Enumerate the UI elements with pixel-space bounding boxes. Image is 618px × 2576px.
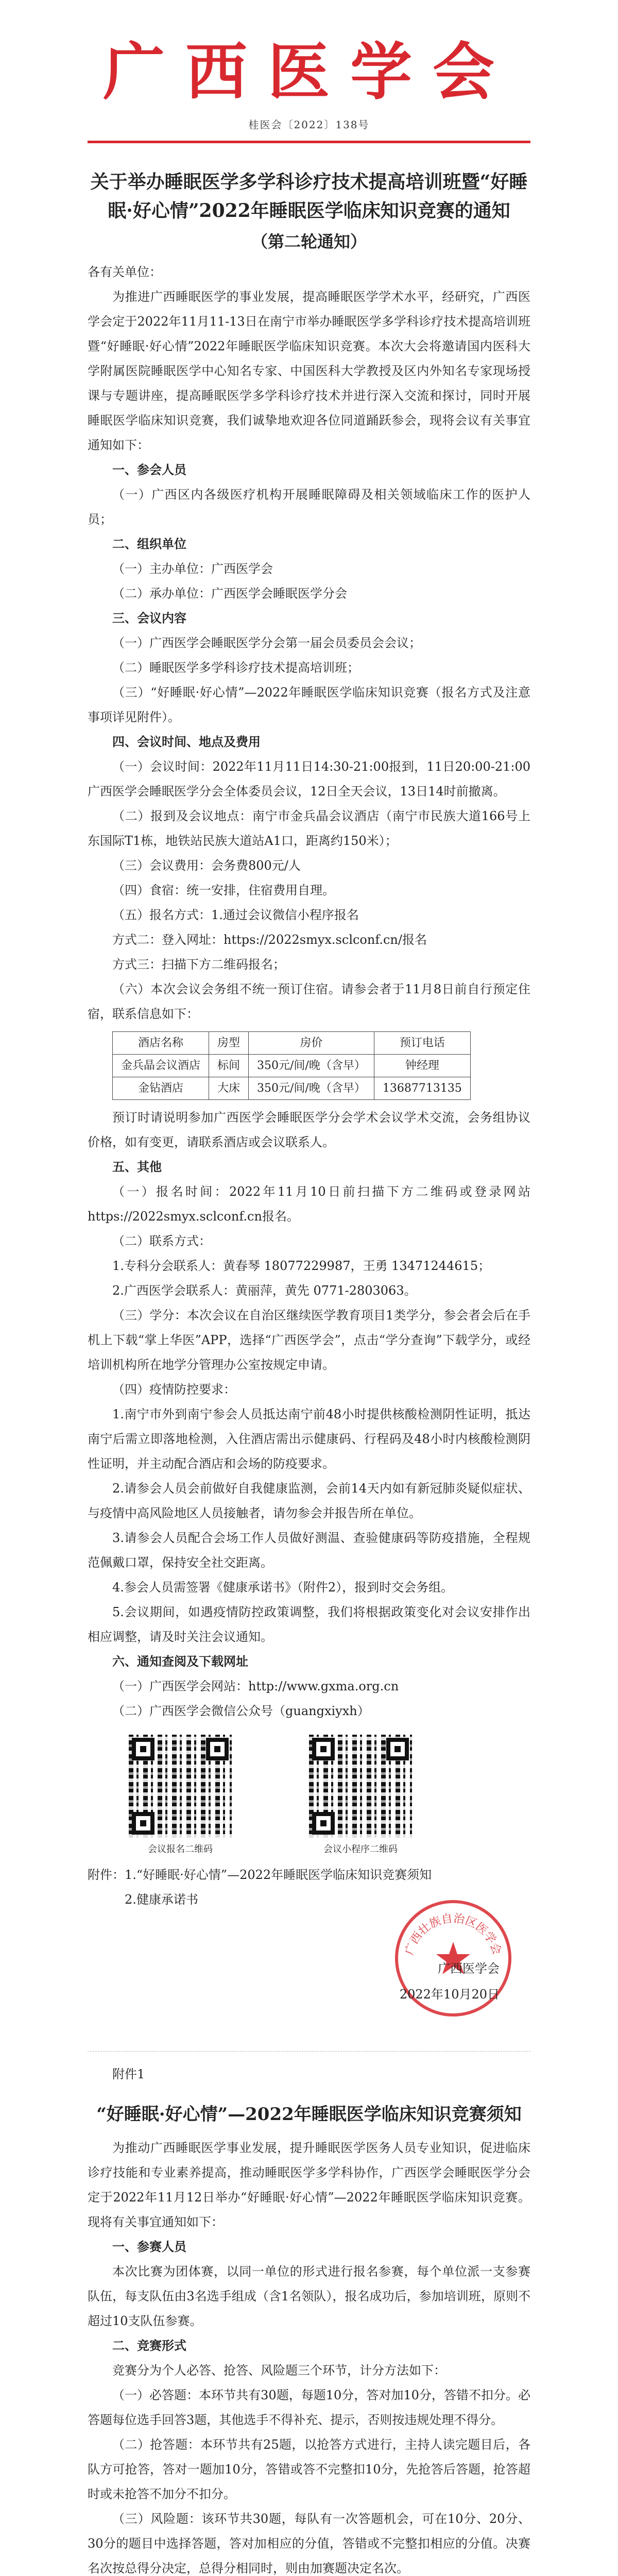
table-cell: 350元/间/晚（含早） — [249, 1077, 374, 1099]
miniprogram-qr-code[interactable] — [309, 1735, 412, 1838]
section-heading: 二、组织单位 — [112, 536, 186, 551]
paragraph: （一）报名时间：2022年11月10日前扫描下方二维码或登录网站https://2022smyx.sclconf.cn报名。 — [88, 1184, 530, 1224]
paragraph: （二）睡眠医学多学科诊疗技术提高培训班； — [112, 660, 359, 675]
table-header-cell: 酒店名称 — [113, 1031, 209, 1054]
masthead-title: 广西医学会 — [103, 36, 515, 108]
intro-paragraph: 为推进广西睡眠医学的事业发展，提高睡眠医学学术水平，经研究，广西医学会定于2022年11月11-13日在南宁市举办睡眠医学多学科诊疗技术提高培训班暨“好睡眠·好心情”2022年睡眠医学临床知识竞赛。本次大会将邀请国内医科大学附属医院睡眠医学中心知名专家、中国医科大学教授及区内外知名专家现场授课与专题讲座，提高睡眠医学多学科诊疗技术并进行深入交流和探讨，同时开展睡眠医学临床知识竞赛，我们诚挚地欢迎各位同道踊跃参会，现将会议有关事宜通知如下： — [88, 289, 530, 452]
qr-caption: 会议报名二维码 — [148, 1844, 213, 1855]
signing-organization: 广西医学会 — [438, 1961, 500, 1976]
paragraph: （三）“好睡眠·好心情”—2022年睡眠医学临床知识竞赛（报名方式及注意事项详见附件）。 — [88, 685, 530, 724]
qr-code-row — [88, 1735, 530, 1855]
table-row — [113, 1077, 471, 1099]
qr-finder-pattern — [132, 1738, 154, 1760]
table-header-cell: 房价 — [249, 1031, 374, 1054]
table-cell: 350元/间/晚（含早） — [249, 1054, 374, 1077]
registration-qr-code[interactable] — [129, 1735, 232, 1838]
paragraph: 2.请参会人员会前做好自我健康监测，会前14天内如有新冠肺炎疑似症状、与疫情中高风险地区人员接触者，请勿参会并报告所在单位。 — [88, 1481, 530, 1521]
paragraph: （四）食宿：统一安排，住宿费用自理。 — [112, 883, 335, 897]
section-heading: 六、通知查阅及下载网址 — [112, 1654, 248, 1669]
svg-text:广西壮族自治区医学会: 广西壮族自治区医学会 — [403, 1912, 504, 1957]
section-heading: 一、参会人员 — [112, 462, 186, 477]
qr-code-block — [129, 1735, 232, 1855]
paragraph: （一）广西医学会睡眠医学分会第一届会员委员会会议； — [112, 635, 421, 650]
table-cell: 大床 — [209, 1077, 249, 1099]
qr-finder-pattern — [132, 1812, 154, 1835]
attachment-link[interactable]: 1.“好睡眠·好心情”—2022年睡眠医学临床知识竞赛须知 — [125, 1868, 432, 1883]
paragraph: （一）会议时间：2022年11月11日14:30-21:00报到，11日20:00-21:00广西医学会睡眠医学分会全体委员会议，12日全天会议，13日14时前撤离。 — [88, 759, 530, 799]
paragraph: （三）学分：本次会议在自治区继续医学教育项目1类学分，参会者会后在手机上下载“掌上华医”APP，选择“广西医学会”，点击“学分查询”下载学分，或经培训机构所在地学分管理办公室按规定申请。 — [88, 1308, 530, 1372]
qr-finder-pattern — [312, 1812, 335, 1835]
table-cell: 金钻酒店 — [113, 1077, 209, 1099]
red-divider-line — [88, 141, 530, 143]
paragraph: （三）风险题：该环节共30题，每队有一次答题机会，可在10分、20分、30分的题目中选择答题，答对加相应的分值，答错或不完整扣相应的分值。决赛名次按总得分决定，总得分相同时，则由加赛题决定名次。 — [88, 2512, 530, 2576]
signing-date: 2022年10月20日 — [399, 1987, 500, 2002]
paragraph: 方式三：扫描下方二维码报名； — [112, 957, 285, 972]
paragraph: 2.广西医学会联系人：黄丽萍，黄先 0771-2803063。 — [112, 1283, 417, 1298]
paragraph: （二）联系方式： — [112, 1234, 211, 1249]
paragraph: （二）承办单位：广西医学会睡眠医学分会 — [112, 586, 347, 601]
table-row — [113, 1054, 471, 1077]
qr-finder-pattern — [386, 1738, 409, 1760]
paragraph: （六）本次会议会务组不统一预订住宿。请参会者于11月8日前自行预定住宿，联系信息如下： — [88, 981, 530, 1021]
paragraph: 竞赛分为个人必答、抢答、风险题三个环节，计分方法如下： — [112, 2363, 446, 2378]
hotel-table — [112, 1031, 471, 1100]
paragraph: 5.会议期间，如遇疫情防控政策调整，我们将根据政策变化对会议安排作出相应调整，请及时关注会议通知。 — [88, 1605, 530, 1645]
paragraph: 本次比赛为团体赛，以同一单位的形式进行报名参赛，每个单位派一支参赛队伍，每支队伍由3名选手组成（含1名领队），报名成功后，参加培训班，原则不超过10支队伍参赛。 — [88, 2264, 530, 2329]
attachments-label — [88, 1862, 530, 1887]
paragraph: （一）主办单位：广西医学会 — [112, 561, 273, 576]
section-heading: 五、其他 — [112, 1159, 162, 1175]
paragraph: （二）抢答题：本环节共有25题，以抢答方式进行，主持人读完题目后，各队方可抢答，答对一题加10分，答错或答不完整扣10分，先抢答后答题，抢答超时或未抢答不加分不扣分。 — [88, 2437, 530, 2502]
paragraph: （一）广西医学会网站：http://www.gxma.org.cn — [112, 1679, 399, 1694]
section-heading: 三、会议内容 — [112, 610, 186, 625]
paragraph: （三）会议费用：会务费800元/人 — [112, 858, 301, 873]
paragraph: （一）广西区内各级医疗机构开展睡眠障碍及相关领域临床工作的医护人员； — [88, 487, 530, 527]
table-header-row — [113, 1031, 471, 1054]
section-heading: 一、参赛人员 — [112, 2239, 186, 2255]
paragraph: 1.南宁市外到南宁参会人员抵达南宁前48小时提供核酸检测阴性证明，抵达南宁后需立即落地检测，入住酒店需出示健康码、行程码及48小时内核酸检测阴性证明，并主动配合酒店和会场的防疫要求。 — [88, 1407, 530, 1471]
salutation: 各有关单位： — [88, 264, 162, 279]
table-cell: 金兵晶会议酒店 — [113, 1054, 209, 1077]
table-cell: 钟经理 — [374, 1054, 470, 1077]
annex-label: 附件1 — [112, 2067, 145, 2082]
qr-code-block — [309, 1735, 412, 1855]
paragraph: （五）报名方式：1.通过会议微信小程序报名 — [112, 907, 359, 922]
table-header-cell: 预订电话 — [374, 1031, 470, 1054]
paragraph: 3.请参会人员配合会场工作人员做好测温、查验健康码等防疫措施，全程规范佩戴口罩，保持安全社交距离。 — [88, 1531, 530, 1570]
qr-caption: 会议小程序二维码 — [323, 1844, 398, 1855]
paragraph: （二）报到及会议地点：南宁市金兵晶会议酒店（南宁市民族大道166号上东国际T1栋，地铁站民族大道站A1口，距离约150米）； — [88, 808, 530, 848]
notice-subtitle: （第二轮通知） — [251, 231, 367, 251]
table-header-cell: 房型 — [209, 1031, 249, 1054]
document-number: 桂医会〔2022〕138号 — [248, 118, 370, 131]
attachments-prefix: 附件： — [88, 1868, 125, 1883]
page-divider — [88, 2051, 530, 2052]
qr-finder-pattern — [206, 1738, 229, 1760]
annex-title: “好睡眠·好心情”—2022年睡眠医学临床知识竞赛须知 — [96, 2104, 522, 2125]
paragraph: （四）疫情防控要求： — [112, 1382, 236, 1397]
paragraph: 预订时请说明参加广西医学会睡眠医学分会学术会议学术交流，会务组协议价格，如有变更，请联系酒店或会议联系人。 — [88, 1110, 530, 1150]
paragraph: （一）必答题：本环节共有30题，每题10分，答对加10分，答错不扣分。必答题每位选手回答3题，其他选手不得补充、提示，否则按违规处理不得分。 — [88, 2388, 530, 2428]
section-heading: 二、竞赛形式 — [112, 2338, 186, 2353]
paragraph: 方式二：登入网址：https://2022smyx.sclconf.cn/报名 — [112, 932, 427, 947]
paragraph: 4.参会人员需签署《健康承诺书》（附件2），报到时交会务组。 — [112, 1580, 454, 1595]
attachment-link[interactable]: 2.健康承诺书 — [125, 1892, 198, 1907]
paragraph: 1.专科分会联系人：黄春琴 18077229987，王勇 13471244615； — [112, 1259, 491, 1274]
table-cell: 标间 — [209, 1054, 249, 1077]
notice-title: 关于举办睡眠医学多学科诊疗技术提高培训班暨“好睡眠·好心情”2022年睡眠医学临床知识竞赛的通知 — [90, 171, 528, 222]
paragraph: 为推动广西睡眠医学事业发展，提升睡眠医学医务人员专业知识，促进临床诊疗技能和专业素养提高，推动睡眠医学多学科协作，广西医学会睡眠医学分会定于2022年11月12日举办“好睡眠·好心情”—2022年睡眠医学临床知识竞赛。现将有关事宜通知如下： — [88, 2141, 530, 2230]
qr-finder-pattern — [312, 1738, 335, 1760]
paragraph: （二）广西医学会微信公众号（guangxiyxh） — [112, 1704, 370, 1719]
signature-area — [88, 1912, 530, 2041]
section-heading: 四、会议时间、地点及费用 — [112, 734, 261, 749]
table-cell: 13687713135 — [374, 1077, 470, 1099]
